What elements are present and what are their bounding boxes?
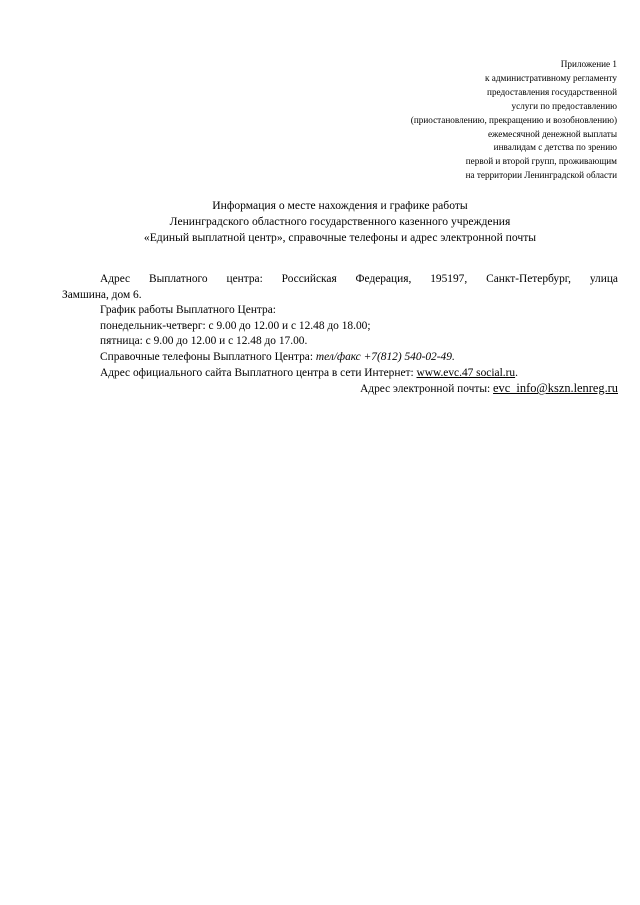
appendix-line: Приложение 1	[560, 59, 617, 69]
address-word: Федерация,	[355, 273, 412, 285]
appendix-line: первой и второй групп, проживающим	[465, 156, 617, 167]
address-word: Выплатного	[148, 273, 208, 285]
appendix-line: инвалидам с детства по зрению	[493, 142, 617, 153]
schedule-title: График работы Выплатного Центра:	[100, 304, 276, 317]
address-word: Российская	[281, 273, 337, 285]
appendix-note	[297, 58, 617, 183]
appendix-line: услуги по предоставлению	[511, 100, 617, 111]
heading-line: «Единый выплатной центр», справочные телефоны и адрес электронной почты	[143, 230, 537, 244]
appendix-line: ежемесячной денежной выплаты	[487, 128, 617, 139]
website-label: Адрес официального сайта Выплатного центра в сети Интернет:	[100, 366, 417, 379]
contact-info	[62, 272, 618, 398]
address-word: Адрес	[100, 273, 131, 285]
address-word: центра:	[226, 273, 263, 285]
schedule-mon-thu: понедельник-четверг: с 9.00 до 12.00 и с 12.48 до 18.00;	[100, 319, 371, 332]
appendix-line: предоставления государственной	[487, 86, 617, 97]
phones-label: Справочные телефоны Выплатного Центра:	[100, 350, 316, 363]
website-suffix: .	[515, 366, 518, 379]
heading-line: Ленинградского областного государственного казенного учреждения	[169, 214, 511, 228]
email-line	[62, 381, 618, 398]
address-word: 195197,	[430, 273, 468, 285]
address-word: улица	[589, 273, 618, 285]
appendix-line: к административному регламенту	[485, 72, 617, 83]
website-line	[62, 366, 618, 382]
appendix-line: (приостановлению, прекращению и возобновлению)	[410, 114, 617, 125]
website-link[interactable]: www.evc.47 social.ru	[416, 366, 516, 379]
schedule-fri: пятница: с 9.00 до 12.00 и с 12.48 до 17.00.	[100, 335, 308, 348]
phones-line	[62, 350, 618, 366]
phones-value: тел/факс +7(812) 540-02-49.	[315, 350, 455, 363]
document-heading	[60, 198, 620, 245]
email-link[interactable]: evc_info@kszn.lenreg.ru	[493, 381, 618, 396]
heading-line: Информация о месте нахождения и графике работы	[212, 199, 468, 212]
address-line	[62, 272, 618, 288]
appendix-line: на территории Ленинградской области	[465, 170, 617, 181]
address-continuation: Замшина, дом 6.	[62, 288, 142, 301]
address-word: Санкт-Петербург,	[486, 273, 571, 285]
email-label: Адрес электронной почты:	[360, 383, 494, 396]
